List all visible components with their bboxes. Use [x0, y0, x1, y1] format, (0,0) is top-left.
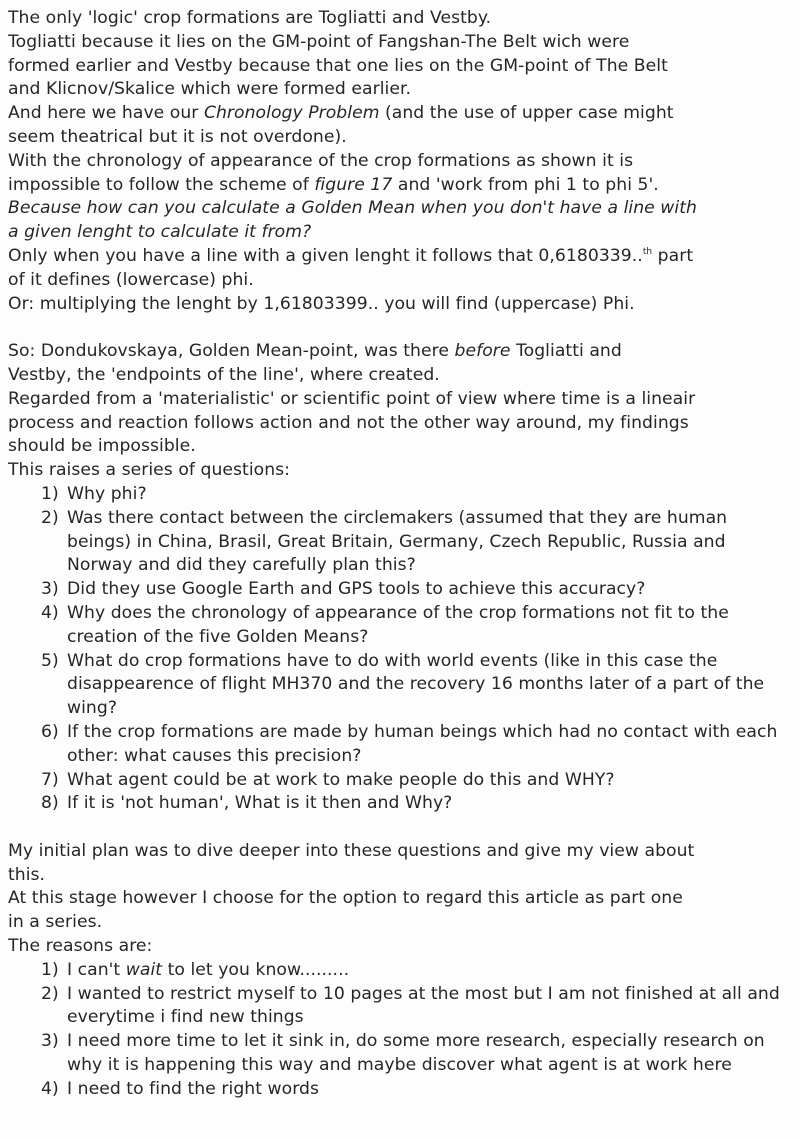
list-item [41, 983, 794, 1031]
emphasis-before: before [454, 341, 511, 362]
list-item [41, 1078, 794, 1102]
text-line: of it defines (lowercase) phi. [8, 269, 254, 290]
text-line: should be impossible. [8, 436, 196, 457]
text-line: My initial plan was to dive deeper into these questions and give my view about [8, 840, 695, 861]
text-line: and Klicnov/Skalice which were formed earlier. [8, 79, 412, 100]
text-line: Vestby, the 'endpoints of the line', where created. [8, 364, 440, 385]
list-item [41, 792, 794, 816]
list-item-text: Why phi? [67, 483, 147, 504]
list-item [41, 721, 794, 769]
list-item-text: If it is 'not human', What is it then and Why? [67, 793, 453, 814]
list-number: 6) [41, 721, 59, 742]
questions-list [8, 483, 794, 816]
list-number: 1) [41, 959, 59, 980]
text-line [8, 221, 794, 245]
list-item [41, 769, 794, 793]
text-run: Togliatti and [510, 341, 622, 362]
text-line: seem theatrical but it is not overdone). [8, 126, 347, 147]
list-number: 2) [41, 507, 59, 528]
text-run: So: Dondukovskaya, Golden Mean-point, was there [8, 341, 455, 362]
list-item [41, 650, 794, 721]
emphasis-question: Because how can you calculate a Golden Mean when you don't have a line with [8, 198, 697, 219]
list-number: 1) [41, 483, 59, 504]
list-item [41, 578, 794, 602]
list-number: 4) [41, 602, 59, 623]
list-item-text: What do crop formations have to do with world events (like in this case the disappearence of flight MH370 and the recovery 16 months later of a part of the wing? [67, 650, 765, 719]
text-run: part [652, 245, 694, 266]
text-line: The only 'logic' crop formations are Togliatti and Vestby. [8, 8, 492, 28]
text-line: The reasons are: [8, 936, 153, 957]
list-item-text: What agent could be at work to make people do this and WHY? [67, 769, 615, 790]
list-number: 2) [41, 983, 59, 1004]
list-item-text: If the crop formations are made by human beings which had no contact with each other: what causes this precision? [67, 721, 778, 766]
list-number: 3) [41, 579, 59, 600]
list-item [41, 602, 794, 650]
text-line: Or: multiplying the lenght by 1,61803399.. you will find (uppercase) Phi. [8, 293, 635, 314]
list-item [41, 959, 794, 983]
emphasis-wait: wait [125, 959, 163, 980]
reasons-list [8, 959, 794, 1102]
list-item-text: Why does the chronology of appearance of the crop formations not fit to the creation of the five Golden Means? [67, 602, 729, 647]
text-line: With the chronology of appearance of the crop formations as shown it is [8, 150, 634, 171]
text-run: and 'work from phi 1 to phi 5'. [392, 174, 659, 195]
list-item-text: I need more time to let it sink in, do some more research, especially research on why it is happening this way and maybe discover what agent is at work here [67, 1031, 765, 1076]
text-line: Regarded from a 'materialistic' or scientific point of view where time is a lineair [8, 388, 696, 409]
text-line [8, 174, 794, 198]
list-item-text: Was there contact between the circlemakers (assumed that they are human beings) in China, Brasil, Great Britain, Germany, Czech Republic, Russia and Norway and did they carefully plan this? [67, 507, 728, 576]
paragraph-gap [8, 816, 794, 840]
text-line [8, 245, 794, 269]
text-line: this. [8, 864, 46, 885]
text-run: impossible to follow the scheme of [8, 174, 315, 195]
list-number: 7) [41, 769, 59, 790]
text-line: formed earlier and Vestby because that one lies on the GM-point of The Belt [8, 55, 668, 76]
paragraph-gap [8, 316, 794, 340]
emphasis-figure-reference: figure 17 [314, 174, 393, 195]
text-line: in a series. [8, 912, 103, 933]
text-line [8, 102, 794, 126]
text-line: Togliatti because it lies on the GM-point of Fangshan-The Belt wich were [8, 31, 630, 52]
list-item-text: Did they use Google Earth and GPS tools to achieve this accuracy? [67, 579, 646, 600]
text-line [8, 340, 794, 364]
text-line: At this stage however I choose for the option to regard this article as part one [8, 888, 683, 909]
text-run: I can't [67, 959, 126, 980]
text-line: This raises a series of questions: [8, 460, 290, 481]
list-item [41, 1030, 794, 1078]
text-run: Only when you have a line with a given lenght it follows that 0,6180339.. [8, 245, 643, 266]
list-item [41, 507, 794, 578]
list-number: 5) [41, 650, 59, 671]
list-number: 8) [41, 793, 59, 814]
list-item [41, 483, 794, 507]
list-item-text: I need to find the right words [67, 1078, 319, 1099]
text-line [8, 197, 794, 221]
text-run: (and the use of upper case might [379, 103, 674, 124]
list-number: 4) [41, 1078, 59, 1099]
text-run: And here we have our [8, 103, 204, 124]
list-item-text [67, 959, 794, 983]
superscript-th: th [642, 246, 653, 257]
text-run: to let you know......... [162, 959, 350, 980]
text-line: process and reaction follows action and not the other way around, my findings [8, 412, 689, 433]
emphasis-question: a given lenght to calculate it from? [8, 222, 312, 243]
emphasis-chronology-problem: Chronology Problem [203, 103, 380, 124]
list-item-text: I wanted to restrict myself to 10 pages at the most but I am not finished at all and everytime i find new things [67, 983, 780, 1028]
list-number: 3) [41, 1031, 59, 1052]
